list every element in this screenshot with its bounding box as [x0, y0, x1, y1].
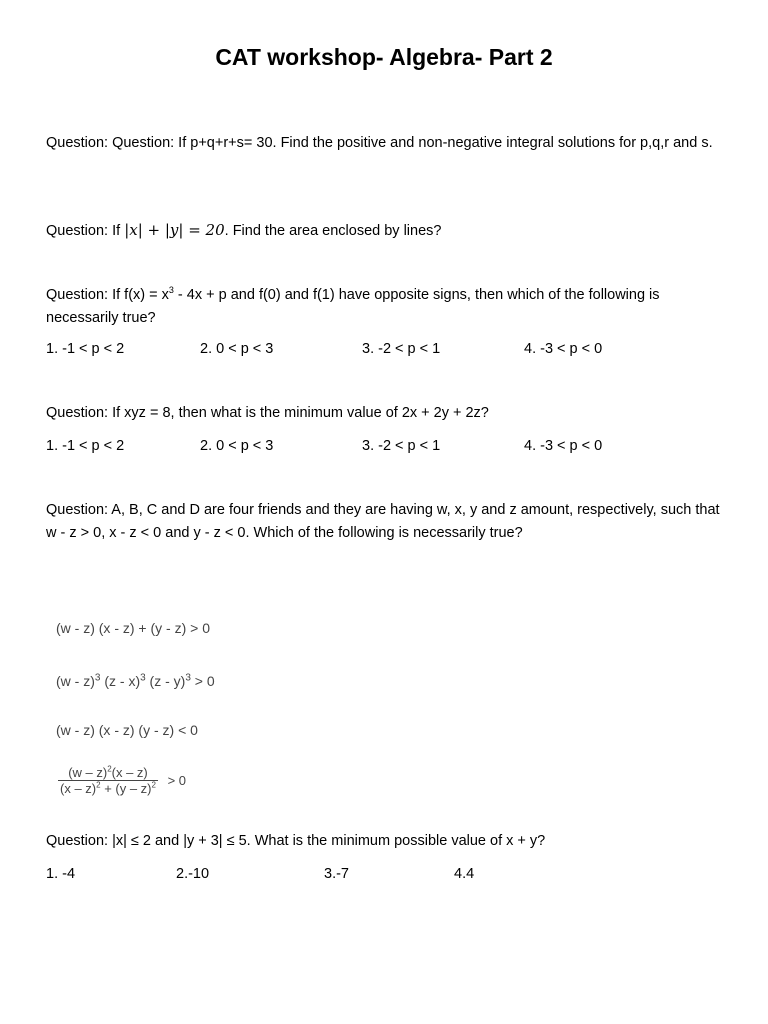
question-5-choice-4: [58, 765, 186, 796]
question-6-option-3: 3.-7: [324, 866, 349, 882]
question-2: [46, 219, 726, 243]
question-4-option-1: 1. -1 < p < 2: [46, 438, 125, 454]
question-3-lead: Question: If f(x) = x: [46, 287, 169, 303]
fraction-inequality: > 0: [167, 773, 187, 788]
question-3-tail: - 4x + p and f(0) and f(1) have opposite signs, then which of the following is necessarily true?: [46, 287, 660, 326]
fraction-denominator: (x – z)$^2$ + (y – z)$^2$: [60, 780, 156, 796]
fraction-numerator: (w – z)$^2$(x – z): [58, 765, 158, 781]
question-6-option-2: 2.-10: [176, 866, 210, 882]
question-5-choice-2: (w - z)$^3$ (z - x)$^3$ (z - y)$^3$ > 0: [56, 672, 215, 689]
question-4-option-4: 4. -3 < p < 0: [524, 438, 603, 454]
question-3-exponent: 3: [168, 285, 174, 296]
question-5-choice-3: (w - z) (x - z) (y - z) < 0: [56, 722, 198, 738]
question-3: [46, 284, 726, 330]
question-6-option-1: 1. -4: [46, 866, 76, 882]
question-6-options: [46, 866, 726, 888]
fraction: [58, 765, 158, 796]
question-4-options: [46, 438, 726, 460]
question-5-choice-1: (w - z) (x - z) + (y - z) > 0: [56, 620, 210, 636]
question-1: Question: Question: If p+q+r+s= 30. Find the positive and non-negative integral solutions for p,q,r and s.: [46, 135, 713, 151]
question-4: Question: If xyz = 8, then what is the minimum value of 2x + 2y + 2z?: [46, 405, 489, 421]
question-2-lead: Question: If: [46, 223, 125, 239]
question-4-option-2: 2. 0 < p < 3: [200, 438, 274, 454]
question-3-options: [46, 341, 726, 363]
page-title: CAT workshop- Algebra- Part 2: [215, 44, 553, 70]
question-6: Question: |x| ≤ 2 and |y + 3| ≤ 5. What is the minimum possible value of x + y?: [46, 833, 546, 849]
question-5: Question: A, B, C and D are four friends and they are having w, x, y and z amount, respectively, such that w - z > 0, x - z < 0 and y - z < 0. Which of the following is necessarily true?: [46, 502, 720, 541]
question-2-equation: |x| + |y| = 20: [124, 221, 225, 239]
question-3-option-4: 4. -3 < p < 0: [524, 341, 603, 357]
question-6-option-4: 4.4: [454, 866, 475, 882]
question-3-option-3: 3. -2 < p < 1: [362, 341, 441, 357]
question-4-option-3: 3. -2 < p < 1: [362, 438, 441, 454]
question-3-option-1: 1. -1 < p < 2: [46, 341, 125, 357]
question-3-option-2: 2. 0 < p < 3: [200, 341, 274, 357]
question-2-tail: . Find the area enclosed by lines?: [224, 223, 442, 239]
